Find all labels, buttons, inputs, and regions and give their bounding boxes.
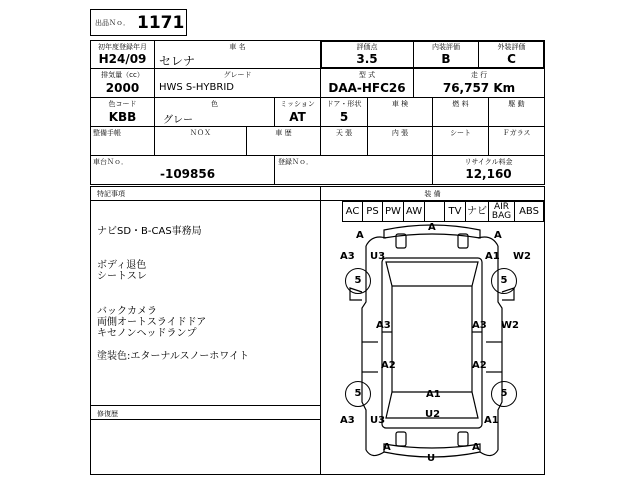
note-line: ナビSD・B-CAS事務局 <box>97 226 202 237</box>
damage-rear-left: A <box>383 442 391 453</box>
history-label: 車 歴 <box>275 129 292 137</box>
damage-w2-front-right: W2 <box>513 251 531 262</box>
lot-number: 1171 <box>137 13 185 33</box>
equip-aw: AW <box>403 201 425 222</box>
damage-a1-rear-right: A1 <box>484 415 499 426</box>
damage-a3-mid-left: A3 <box>376 320 391 331</box>
first-reg-value: H24/09 <box>98 52 147 66</box>
color-label: 色 <box>211 100 218 108</box>
model-type-label: 型 式 <box>358 71 376 79</box>
exterior-score-label: 外装評価 <box>497 43 526 51</box>
damage-u2-rear: U2 <box>425 409 441 420</box>
displacement-value: 2000 <box>105 81 140 95</box>
equip-tv: TV <box>444 201 466 222</box>
mileage-value: 76,757 Km <box>442 81 516 95</box>
damage-rear-right: A <box>472 442 480 453</box>
grade-label: グレード <box>223 71 252 79</box>
damage-a3-rear-left: A3 <box>340 415 355 426</box>
equip-blank <box>424 201 445 222</box>
equip-navi: ナビ <box>465 201 489 222</box>
tire-front-right: 5 <box>491 268 517 294</box>
model-type-value: DAA-HFC26 <box>328 81 406 95</box>
note-line: 両側オートスライドドア <box>97 317 207 328</box>
mileage-label: 走 行 <box>470 71 488 79</box>
color-code-label: 色コード <box>108 100 137 108</box>
interior-trim-label: 内 張 <box>391 129 409 137</box>
tire-rear-right: 5 <box>491 381 517 407</box>
damage-w2-mid-right: W2 <box>501 320 519 331</box>
note-line: シートスレ <box>97 271 147 282</box>
note-line: 塗装色:エターナルスノーホワイト <box>97 351 249 362</box>
equip-airbag: AIR BAG <box>488 201 515 222</box>
damage-a3-front-left: A3 <box>340 251 355 262</box>
fuel-label: 燃 料 <box>452 100 469 108</box>
glass-label: Ｆガラス <box>502 129 531 137</box>
tire-front-left: 5 <box>345 268 371 294</box>
inspection-label: 車 検 <box>391 100 409 108</box>
exterior-score-value: C <box>507 52 516 66</box>
damage-front: A <box>428 222 436 233</box>
chassis-value: -109856 <box>160 167 216 181</box>
damage-a1-rear: A1 <box>426 389 441 400</box>
damage-a2-left: A2 <box>381 360 396 371</box>
recycle-fee-value: 12,160 <box>465 167 512 181</box>
score-value: 3.5 <box>356 52 378 66</box>
special-notes-label: 特記事項 <box>97 190 125 198</box>
damage-front-right: A <box>494 230 502 241</box>
lot-label: 出品Ｎｏ． <box>95 19 130 27</box>
registration-label: 登録Ｎｏ． <box>278 158 313 166</box>
damage-u3-rear-left: U3 <box>370 415 386 426</box>
repair-history-label: 修復歴 <box>97 410 118 418</box>
lot-number-box <box>90 9 187 36</box>
color-code-value: KBB <box>108 110 137 124</box>
drive-label: 駆 動 <box>508 100 525 108</box>
displacement-label: 排気量（cc） <box>101 71 144 79</box>
equip-abs: ABS <box>514 201 544 222</box>
doors-value: 5 <box>339 110 349 124</box>
interior-score-value: B <box>441 52 451 66</box>
chassis-label: 車台Ｎｏ． <box>93 158 128 166</box>
equip-ac: AC <box>342 201 363 222</box>
color-value: グレー <box>163 115 193 126</box>
mission-label: ミッション <box>280 100 315 108</box>
maintenance-book-label: 整備手帳 <box>93 129 121 137</box>
damage-rear: U <box>427 453 436 464</box>
car-damage-diagram <box>322 222 544 472</box>
interior-score-label: 内装評価 <box>432 43 460 51</box>
damage-a2-right: A2 <box>472 360 487 371</box>
model-label: 車 名 <box>229 43 246 51</box>
damage-front-left: A <box>356 230 364 241</box>
doors-label: ドア・形状 <box>326 100 362 108</box>
damage-a1-front-right: A1 <box>485 251 500 262</box>
damage-a3-mid-right: A3 <box>472 320 487 331</box>
first-reg-label: 初年度登録年月 <box>98 43 147 51</box>
equip-pw: PW <box>382 201 404 222</box>
mission-value: AT <box>289 110 306 124</box>
recycle-fee-label: リサイクル料金 <box>464 158 513 166</box>
nox-label: ＮＯＸ <box>190 129 211 137</box>
grade-value: HWS S-HYBRID <box>159 82 234 93</box>
seat-label: シート <box>450 129 471 137</box>
score-label: 評価点 <box>356 43 378 51</box>
note-line: ボディ退色 <box>97 260 147 271</box>
model-value: セレナ <box>159 54 196 68</box>
equip-ps: PS <box>362 201 383 222</box>
tire-rear-left: 5 <box>345 381 371 407</box>
damage-u3-front-left: U3 <box>370 251 386 262</box>
note-line: バックカメラ <box>97 306 157 317</box>
note-line: キセノンヘッドランプ <box>97 328 197 339</box>
equipment-label: 装 備 <box>424 190 441 198</box>
roof-label: 天 張 <box>335 129 353 137</box>
